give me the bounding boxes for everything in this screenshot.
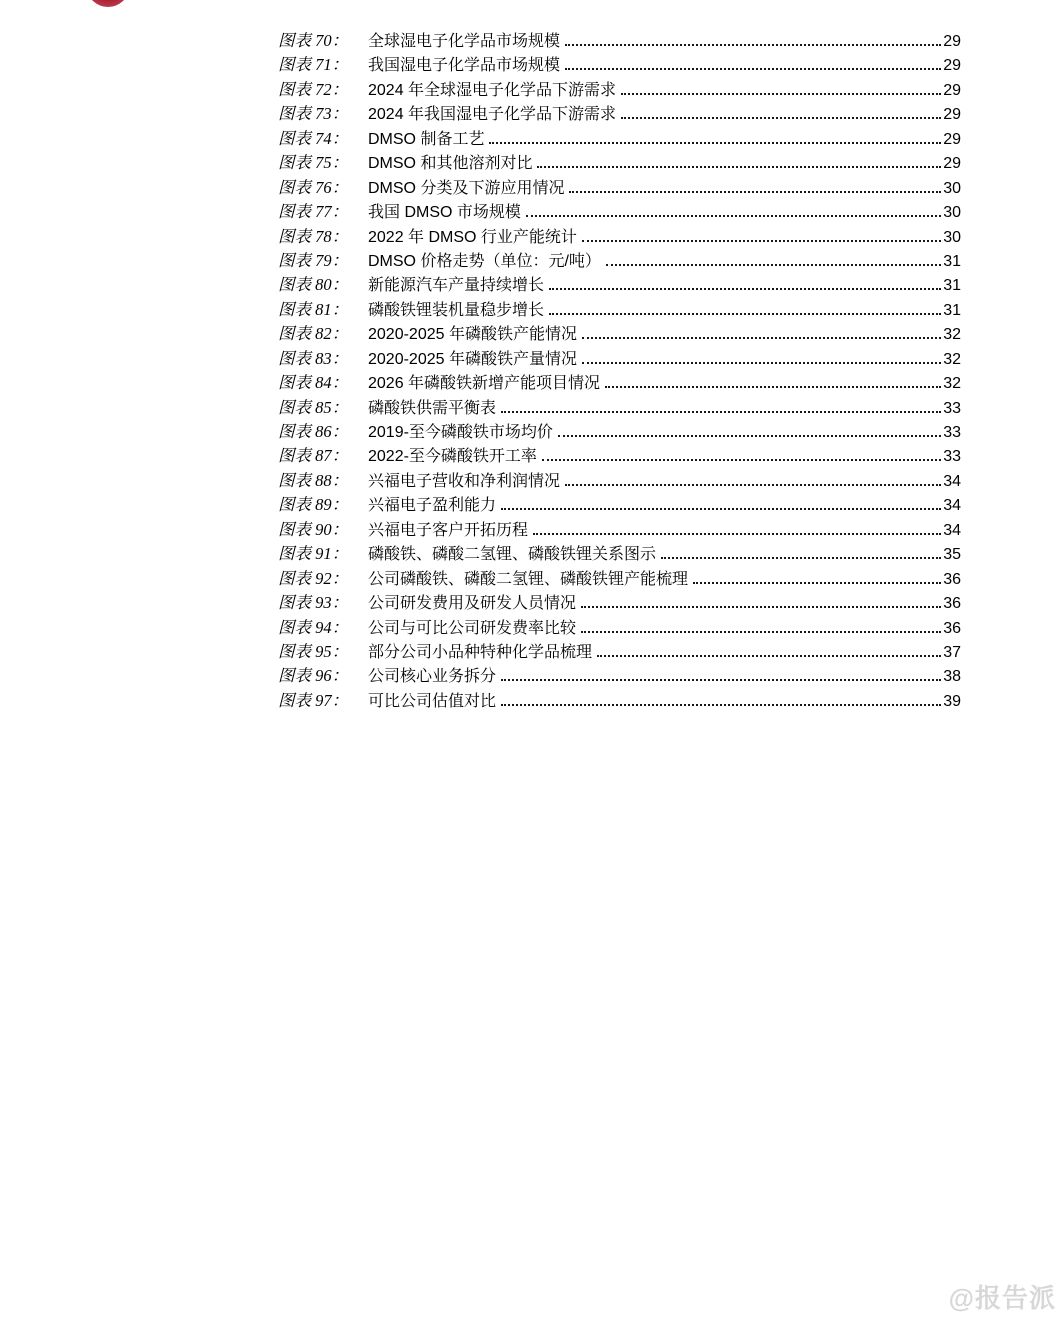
dot-leader: [542, 459, 941, 461]
dot-leader: [581, 631, 941, 633]
figure-label: 图表 90：: [278, 519, 349, 539]
page-number: 29: [943, 33, 961, 50]
dot-leader: [501, 679, 941, 681]
figure-label: 图表 81：: [278, 299, 349, 319]
dot-leader: [489, 142, 941, 144]
figure-label: 图表 97：: [278, 690, 349, 710]
figure-title: 新能源汽车产量持续增长: [368, 277, 545, 295]
figure-title: 公司磷酸铁、磷酸二氢锂、磷酸铁锂产能梳理: [368, 570, 689, 588]
dot-leader: [693, 582, 941, 584]
page-number: 34: [943, 472, 961, 490]
dot-leader: [533, 533, 941, 535]
toc-entry[interactable]: [278, 298, 961, 322]
figure-title: 兴福电子客户开拓历程: [368, 521, 529, 539]
page-number: 37: [943, 643, 961, 661]
figure-title: DMSO 价格走势（单位：元/吨）: [368, 252, 601, 270]
figure-label: 图表 79：: [278, 250, 349, 270]
toc-entry[interactable]: [278, 567, 961, 591]
page-number: 31: [943, 277, 961, 295]
figure-label: 图表 91：: [278, 544, 349, 564]
page-number: 32: [943, 375, 961, 393]
figure-title: 2024 年全球湿电子化学品下游需求: [368, 81, 617, 99]
dot-leader: [565, 68, 941, 70]
page-number: 32: [943, 350, 961, 368]
toc-entry[interactable]: [278, 78, 961, 102]
dot-leader: [569, 191, 941, 193]
figure-label: 图表 73：: [278, 104, 349, 124]
toc-entry[interactable]: [278, 249, 961, 273]
dot-leader: [558, 435, 941, 437]
figure-title: 我国 DMSO 市场规模: [368, 204, 521, 222]
toc-entry[interactable]: [278, 29, 961, 53]
figure-title: 部分公司小品种特种化学品梳理: [368, 643, 593, 661]
figure-title: 2022 年 DMSO 行业产能统计: [368, 228, 577, 246]
figure-title: DMSO 和其他溶剂对比: [368, 155, 533, 173]
dot-leader: [621, 117, 941, 119]
figure-label: 图表 86：: [278, 422, 349, 441]
toc-entry[interactable]: [278, 640, 961, 664]
figure-label: 图表 89：: [278, 495, 349, 515]
figure-title: 公司研发费用及研发人员情况: [368, 595, 577, 613]
figure-title: 兴福电子营收和净利润情况: [368, 472, 561, 490]
figure-title: 磷酸铁、磷酸二氢锂、磷酸铁锂关系图示: [368, 546, 657, 564]
figure-title: 2019-至今磷酸铁市场均价: [368, 424, 553, 441]
figure-title: 磷酸铁锂装机量稳步增长: [368, 301, 545, 319]
figure-label: 图表 74：: [278, 128, 349, 148]
toc-entry[interactable]: [278, 689, 961, 713]
dot-leader: [537, 166, 941, 168]
toc-entry[interactable]: [278, 664, 961, 688]
page-number: 29: [943, 81, 961, 99]
dot-leader: [526, 215, 941, 217]
toc-entry[interactable]: [278, 102, 961, 126]
figure-title: 可比公司估值对比: [368, 692, 497, 710]
page-number: 29: [943, 130, 961, 148]
page-number: 30: [943, 204, 961, 222]
figure-title: 2026 年磷酸铁新增产能项目情况: [368, 375, 601, 393]
figure-title: 我国湿电子化学品市场规模: [368, 57, 561, 75]
toc-entry[interactable]: [278, 53, 961, 77]
page-number: 35: [943, 546, 961, 564]
toc-entry[interactable]: [278, 493, 961, 517]
publisher-logo-partial: [87, 0, 129, 7]
figure-title: 磷酸铁供需平衡表: [368, 399, 497, 417]
figure-label: 图表 82：: [278, 324, 349, 344]
figure-label: 图表 70：: [278, 31, 349, 50]
toc-entry[interactable]: [278, 420, 961, 444]
figure-label: 图表 83：: [278, 348, 349, 368]
page-number: 38: [943, 668, 961, 686]
figure-label: 图表 96：: [278, 666, 349, 686]
page-number: 30: [943, 228, 961, 246]
figure-title: 全球湿电子化学品市场规模: [368, 33, 561, 50]
toc-entry[interactable]: [278, 225, 961, 249]
page-number: 36: [943, 595, 961, 613]
dot-leader: [605, 386, 941, 388]
figure-label: 图表 95：: [278, 641, 349, 661]
dot-leader: [582, 362, 941, 364]
toc-entry[interactable]: [278, 127, 961, 151]
figure-label: 图表 94：: [278, 617, 349, 637]
figure-title: 兴福电子盈利能力: [368, 497, 497, 515]
figure-label: 图表 72：: [278, 79, 349, 99]
dot-leader: [565, 44, 941, 46]
figure-title: 公司核心业务拆分: [368, 668, 497, 686]
page-number: 39: [943, 692, 961, 710]
figure-title: 2024 年我国湿电子化学品下游需求: [368, 106, 617, 124]
figure-title: DMSO 制备工艺: [368, 130, 485, 148]
dot-leader: [661, 557, 941, 559]
figure-title: 2020-2025 年磷酸铁产能情况: [368, 326, 577, 344]
page-number: 32: [943, 326, 961, 344]
toc-entry[interactable]: [278, 396, 961, 420]
page-number: 29: [943, 57, 961, 75]
dot-leader: [501, 704, 941, 706]
page-number: 30: [943, 179, 961, 197]
toc-entry[interactable]: [278, 542, 961, 566]
figure-title: 2022-至今磷酸铁开工率: [368, 448, 537, 466]
page-number: 33: [943, 424, 961, 441]
dot-leader: [501, 411, 941, 413]
figure-label: 图表 77：: [278, 202, 349, 222]
toc-entry[interactable]: [278, 347, 961, 371]
figure-label: 图表 78：: [278, 226, 349, 246]
toc-entry[interactable]: [278, 444, 961, 468]
page-number: 33: [943, 448, 961, 466]
figure-label: 图表 84：: [278, 373, 349, 393]
figure-label: 图表 92：: [278, 568, 349, 588]
dot-leader: [582, 337, 941, 339]
toc-entry[interactable]: [278, 151, 961, 175]
figure-title: DMSO 分类及下游应用情况: [368, 179, 565, 197]
dot-leader: [565, 484, 941, 486]
page-number: 34: [943, 497, 961, 515]
toc-entry[interactable]: [278, 518, 961, 542]
page-number: 33: [943, 399, 961, 417]
figure-toc-list: [278, 29, 961, 713]
toc-entry[interactable]: [278, 273, 961, 297]
dot-leader: [582, 240, 941, 242]
page-number: 29: [943, 106, 961, 124]
page-number: 29: [943, 155, 961, 173]
dot-leader: [549, 313, 941, 315]
toc-entry[interactable]: [278, 322, 961, 346]
watermark-text: @报告派: [948, 1283, 1056, 1313]
page-number: 36: [943, 570, 961, 588]
figure-label: 图表 85：: [278, 397, 349, 417]
dot-leader: [549, 288, 941, 290]
toc-entry[interactable]: [278, 616, 961, 640]
page-number: 31: [943, 301, 961, 319]
figure-title: 2020-2025 年磷酸铁产量情况: [368, 350, 577, 368]
page-number: 36: [943, 619, 961, 637]
dot-leader: [581, 606, 941, 608]
toc-entry[interactable]: [278, 591, 961, 615]
figure-label: 图表 75：: [278, 153, 349, 173]
figure-label: 图表 93：: [278, 593, 349, 613]
figure-label: 图表 80：: [278, 275, 349, 295]
toc-entry[interactable]: [278, 200, 961, 224]
dot-leader: [501, 508, 941, 510]
figure-label: 图表 88：: [278, 470, 349, 490]
figure-title: 公司与可比公司研发费率比较: [368, 619, 577, 637]
dot-leader: [606, 264, 941, 266]
figure-label: 图表 87：: [278, 446, 349, 466]
toc-entry[interactable]: [278, 469, 961, 493]
dot-leader: [621, 93, 941, 95]
figure-label: 图表 76：: [278, 177, 349, 197]
toc-entry[interactable]: [278, 176, 961, 200]
figure-label: 图表 71：: [278, 55, 349, 75]
toc-entry[interactable]: [278, 371, 961, 395]
page-number: 31: [943, 252, 961, 270]
page-number: 34: [943, 521, 961, 539]
dot-leader: [597, 655, 941, 657]
